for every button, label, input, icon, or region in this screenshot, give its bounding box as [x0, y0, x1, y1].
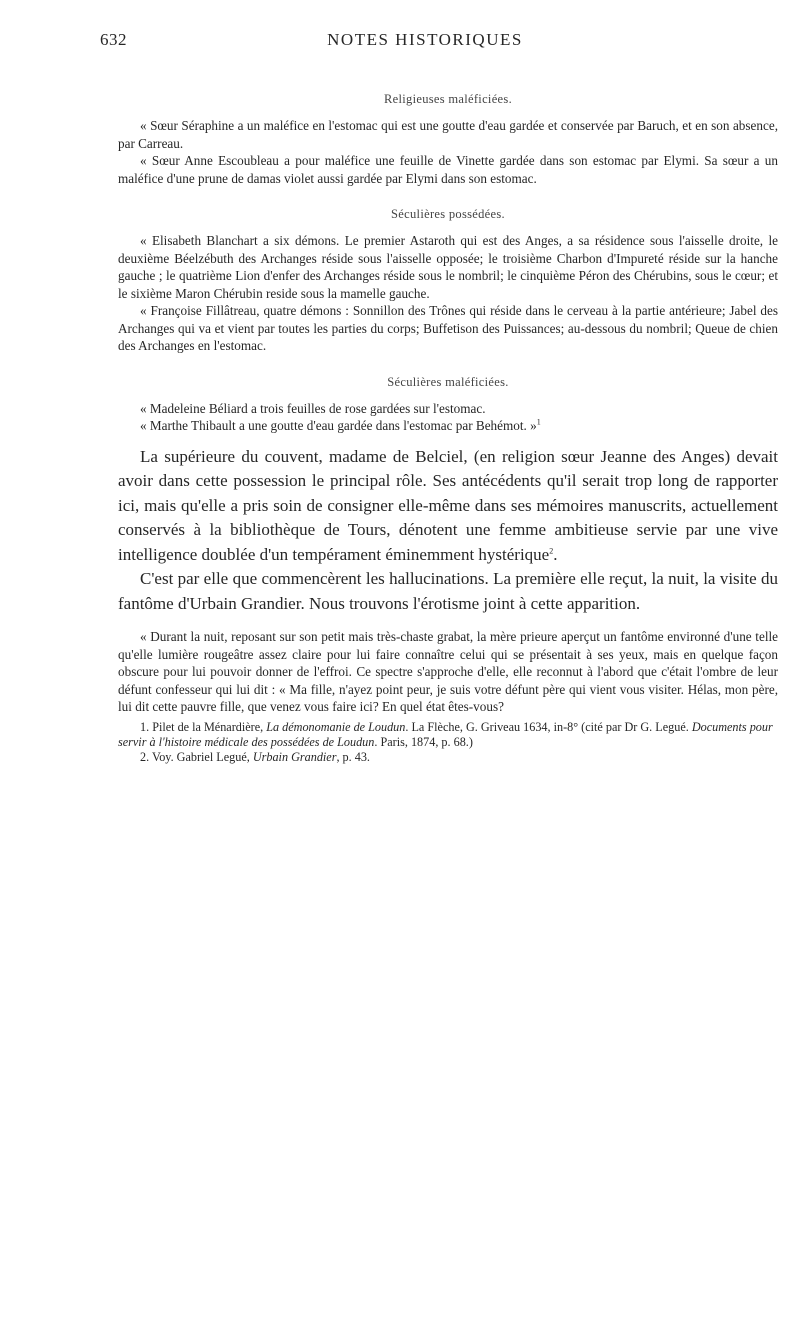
paragraph: « Elisabeth Blanchart a six démons. Le premier Astaroth qui est des Anges, a sa résidence sous l'aisselle droite, le deuxième Béelzébuth des Archanges réside sous l'aisselle opposée; le troisième Charbon d'Impureté réside sur la hanche gauche ; le quatrième Lion d'enfer des Archanges réside sous le nombril; le cinquième Péron des Chérubins, sous le cœur; et le sixième Maron Chérubin reside sous la mamelle gauche.: [118, 233, 778, 301]
footnote-ref: 1: [536, 417, 541, 427]
footnote-title: La démonomanie de Loudun: [266, 719, 406, 734]
paragraph: [118, 417, 778, 435]
footnote-1: [118, 720, 778, 750]
footnote-text: . La Flèche, G. Griveau 1634, in-8° (cité par Dr G. Legué.: [405, 719, 692, 734]
running-title: NOTES HISTORIQUES: [327, 30, 523, 49]
section-heading-maleficiees: Séculières maléficiées.: [387, 374, 509, 389]
paragraph-text: « Marthe Thibault a une goutte d'eau gardée dans l'estomac par Behémot. »: [140, 418, 537, 433]
paragraph: « Madeleine Béliard a trois feuilles de rose gardées sur l'estomac.: [140, 400, 486, 416]
page-body: [118, 92, 778, 765]
spacer: [118, 187, 778, 207]
spacer: [118, 355, 778, 375]
paragraph: « Sœur Anne Escoubleau a pour maléfice une feuille de Vinette gardée dans son estomac par Elymi. Sa sœur a un maléfice d'une prune de damas violet aussi gardée par Elymi dans son estomac.: [118, 153, 778, 186]
page-number: 632: [100, 30, 127, 49]
main-paragraph: [118, 445, 778, 568]
section-heading-religieuses: Religieuses maléficiées.: [384, 92, 512, 106]
page-header: [100, 30, 750, 54]
footnote-title: Urbain Grandier: [252, 749, 337, 764]
paragraph-text: La supérieure du couvent, madame de Belciel, (en religion sœur Jeanne des Anges) devait avoir dans cette possession le principal rôle. Ses antécédents qu'il serait trop long de rapporter ici, mais qu'elle a pris soin de consigner elle-même dans ses mémoires manuscrits, actuellement conservés à la bibliothèque de Tours, dénotent une femme ambitieuse servie par une vive intelligence doublée d'un tempérament éminemment hystérique: [118, 446, 778, 564]
paragraph: « Sœur Séraphine a un maléfice en l'estomac qui est une goutte d'eau gardée et conservée par Baruch, et en son absence, par Carreau.: [118, 118, 778, 151]
footnote-title: Documents pour servir à l'histoire médicale des possédées de Loudun: [118, 719, 773, 749]
paragraph: « Françoise Fillâtreau, quatre démons : Sonnillon des Trônes qui réside dans le cerveau à la partie antérieure; Jabel des Archanges qui va et vient par toutes les parties du corps; Buffetison des Puissances; au-dessous du nombril; Queue de chien des Archanges en l'estomac.: [118, 303, 778, 353]
footnote-text: , p. 43.: [336, 749, 370, 764]
paragraph-end: .: [553, 544, 558, 564]
main-paragraph: C'est par elle que commencèrent les hallucinations. La première elle reçut, la nuit, la visite du fantôme d'Urbain Grandier. Nous trouvons l'érotisme joint à cette apparition.: [118, 569, 778, 613]
footnote-text: 1. Pilet de la Ménardière,: [140, 719, 267, 734]
footnote-2: [118, 750, 778, 765]
footnote-text: . Paris, 1874, p. 68.): [374, 734, 473, 749]
footnote-text: 2. Voy. Gabriel Legué,: [140, 749, 253, 764]
quote-paragraph: « Durant la nuit, reposant sur son petit mais très-chaste grabat, la mère prieure aperçut un fantôme environné d'une telle qu'elle lumière rougeâtre assez claire pour lui faire connaître celui qui se présentait à ses yeux, mais en quelque façon obscure pour lui pouvoir donner de l'effroi. Ce spectre s'approche d'elle, elle reconnut à l'abord que c'était l'ombre de leur défunt confesseur qui lui dit : « Ma fille, n'ayez point peur, je suis votre défunt père qui vient vous visiter. Hélas, mon père, lui dit cette pauvre fille, que venez vous faire ici? En quel état êtes-vous?: [118, 629, 778, 714]
section-heading-possedees: Séculières possédées.: [391, 207, 505, 221]
footnote-ref: 2: [549, 545, 554, 555]
